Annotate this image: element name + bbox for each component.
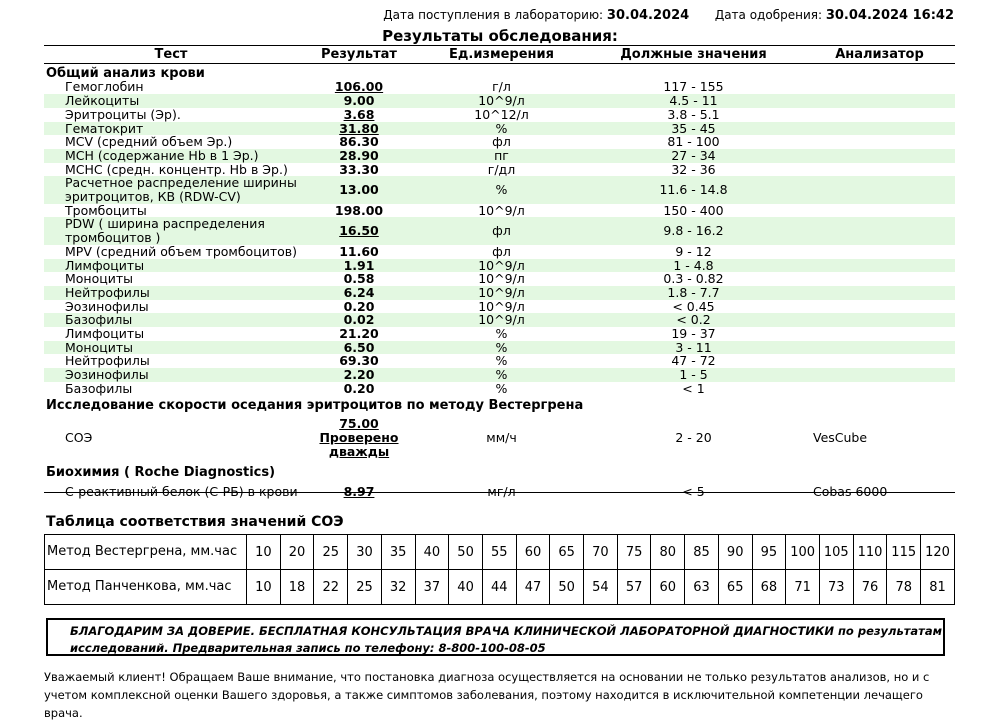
- reference-range: 11.6 - 14.8: [583, 176, 804, 203]
- test-name: Эозинофилы: [44, 368, 298, 382]
- test-name: Лимфоциты: [65, 326, 145, 342]
- analyzer: [804, 80, 955, 94]
- value-text: 2.20: [343, 367, 375, 383]
- result-row: [44, 272, 955, 286]
- method-label: Метод Вестергрена, мм.час: [45, 535, 247, 570]
- approved-date-value: 30.04.2024 16:42: [825, 8, 954, 23]
- test-name: Эритроциты (Эр).: [65, 106, 181, 122]
- column-header-unit: Ед.измерения: [420, 46, 583, 64]
- flagged-value: 8.97: [343, 484, 375, 500]
- result-row: [44, 217, 955, 244]
- reference-range: 35 - 45: [583, 122, 804, 136]
- analyzer: [804, 135, 955, 149]
- result-value: [298, 259, 420, 273]
- analyzer: [804, 300, 955, 314]
- soe-value: 25: [314, 535, 348, 570]
- soe-value: 100: [786, 535, 820, 570]
- value-text: 0.58: [343, 271, 375, 287]
- unit: 10^9/л: [420, 286, 583, 300]
- analyzer: Cobas 6000: [813, 484, 888, 500]
- reference-range: 1 - 4.8: [583, 259, 804, 273]
- soe-value: 71: [786, 570, 820, 605]
- result-row: [44, 94, 955, 108]
- approved-date-label: Дата одобрения:: [714, 8, 823, 22]
- reference-range: < 0.2: [583, 313, 804, 327]
- reference-range: 47 - 72: [671, 353, 716, 369]
- reference-range: < 0.45: [672, 298, 715, 314]
- test-name: Эозинофилы: [65, 298, 149, 314]
- soe-value: 57: [617, 570, 651, 605]
- unit: 10^9/л: [420, 259, 583, 273]
- test-name: Расчетное распределение ширины эритроцитов, КВ (RDW-CV): [44, 176, 298, 203]
- result-value: [298, 354, 420, 368]
- soe-value: 25: [348, 570, 382, 605]
- analyzer: [804, 327, 955, 341]
- result-value: [298, 300, 420, 314]
- value-text: 9.00: [343, 93, 375, 109]
- value-text: 21.20: [339, 326, 379, 342]
- soe-conversion-table: [44, 534, 955, 605]
- panchenkov-row: [45, 570, 955, 605]
- result-value: [298, 217, 420, 244]
- analyzer: [804, 313, 955, 327]
- soe-value: 60: [516, 535, 550, 570]
- analyzer: [804, 204, 955, 218]
- column-header-test: Тест: [44, 46, 298, 64]
- section-title: Исследование скорости оседания эритроцитов по методу Вестергрена: [46, 397, 584, 413]
- soe-value: 44: [482, 570, 516, 605]
- result-row: [44, 412, 955, 463]
- test-name: MCV (средний объем Эр.): [65, 134, 233, 150]
- unit: мг/л: [487, 484, 516, 500]
- result-row: [44, 300, 955, 314]
- soe-value: 120: [921, 535, 955, 570]
- soe-value: 115: [887, 535, 921, 570]
- unit: г/дл: [487, 161, 516, 177]
- result-value: [298, 204, 420, 218]
- result-row: [44, 313, 955, 327]
- soe-value: 76: [853, 570, 887, 605]
- soe-value: 54: [584, 570, 618, 605]
- flagged-value: 106.00: [334, 79, 384, 95]
- value-text: 11.60: [339, 243, 379, 259]
- result-value: [298, 163, 420, 177]
- test-name: Гемоглобин: [65, 79, 144, 95]
- soe-value: 68: [752, 570, 786, 605]
- test-name: Гематокрит: [44, 122, 298, 136]
- value-text: 0.02: [343, 312, 375, 328]
- reference-range: 3.8 - 5.1: [667, 106, 720, 122]
- result-row: [44, 341, 955, 355]
- flagged-value: 75.00 Проверено дважды: [319, 416, 399, 459]
- reference-range: 0.3 - 0.82: [663, 271, 724, 287]
- analyzer: [804, 217, 955, 244]
- result-value: [298, 412, 420, 463]
- test-name: СОЭ: [65, 429, 93, 445]
- section-title: Общий анализ крови: [46, 65, 205, 81]
- result-row: [44, 108, 955, 122]
- test-name: PDW ( ширина распределения тромбоцитов ): [44, 217, 298, 244]
- test-name: MPV (средний объем тромбоцитов): [65, 243, 297, 259]
- soe-value: 40: [449, 570, 483, 605]
- unit: %: [420, 341, 583, 355]
- reference-range: < 1: [682, 380, 705, 396]
- result-value: [298, 382, 420, 396]
- value-text: 86.30: [339, 134, 379, 150]
- soe-value: 10: [247, 535, 281, 570]
- soe-value: 63: [685, 570, 719, 605]
- result-value: [298, 122, 420, 136]
- soe-value: 65: [718, 570, 752, 605]
- result-value: [298, 341, 420, 355]
- reference-range: 117 - 155: [663, 79, 724, 95]
- reference-range: 3 - 11: [583, 341, 804, 355]
- result-value: [298, 313, 420, 327]
- result-row: [44, 80, 955, 94]
- column-header-result: Результат: [298, 46, 420, 64]
- soe-value: 85: [685, 535, 719, 570]
- result-row: [44, 382, 955, 396]
- value-text: 28.90: [339, 147, 379, 163]
- westergren-row: [45, 535, 955, 570]
- result-row: [44, 149, 955, 163]
- soe-value: 18: [280, 570, 314, 605]
- unit: пг: [420, 149, 583, 163]
- unit: 10^9/л: [420, 94, 583, 108]
- test-name: Базофилы: [65, 380, 133, 396]
- soe-value: 81: [921, 570, 955, 605]
- value-text: 33.30: [339, 161, 379, 177]
- unit: %: [420, 176, 583, 203]
- result-value: [298, 286, 420, 300]
- reference-range: < 5: [682, 484, 705, 500]
- reference-range: 1 - 5: [583, 368, 804, 382]
- test-name: С-реактивный белок (С-РБ) в крови: [65, 484, 298, 500]
- test-name: MCHC (средн. концентр. Hb в Эр.): [65, 161, 288, 177]
- analyzer: [804, 382, 955, 396]
- analyzer: [804, 176, 955, 203]
- unit: %: [495, 353, 508, 369]
- unit: фл: [492, 134, 511, 150]
- received-date-label: Дата поступления в лабораторию:: [383, 8, 604, 22]
- result-value: [298, 149, 420, 163]
- reference-range: 81 - 100: [667, 134, 720, 150]
- consultation-notice: БЛАГОДАРИМ ЗА ДОВЕРИЕ. БЕСПЛАТНАЯ КОНСУЛЬТАЦИЯ ВРАЧА КЛИНИЧЕСКОЙ ЛАБОРАТОРНОЙ ДИАГНОСТИКИ по результатам исследований. Предварительная запись по телефону: 8-800-100-08-05: [46, 618, 945, 656]
- analyzer: [804, 108, 955, 122]
- value-text: 6.24: [343, 284, 375, 300]
- reference-range: 9 - 12: [675, 243, 712, 259]
- result-value: [298, 245, 420, 259]
- result-row: [44, 176, 955, 203]
- result-row: [44, 135, 955, 149]
- result-value: [298, 94, 420, 108]
- result-row: [44, 327, 955, 341]
- results-table: [44, 45, 955, 504]
- analyzer: [804, 354, 955, 368]
- report-title: Результаты обследования:: [382, 27, 618, 45]
- test-name: Моноциты: [65, 271, 134, 287]
- soe-value: 70: [584, 535, 618, 570]
- unit: %: [495, 326, 508, 342]
- unit: мм/ч: [486, 429, 517, 445]
- soe-value: 75: [617, 535, 651, 570]
- reference-range: 150 - 400: [663, 202, 724, 218]
- results-end-divider: [44, 492, 955, 493]
- soe-value: 35: [381, 535, 415, 570]
- soe-value: 105: [819, 535, 853, 570]
- column-header-analyzer: Анализатор: [804, 46, 955, 64]
- soe-value: 22: [314, 570, 348, 605]
- soe-value: 80: [651, 535, 685, 570]
- soe-value: 65: [550, 535, 584, 570]
- result-row: [44, 354, 955, 368]
- test-name: Лимфоциты: [44, 259, 298, 273]
- result-value: [298, 272, 420, 286]
- unit: фл: [492, 243, 511, 259]
- result-row: [44, 163, 955, 177]
- value-text: 1.91: [343, 257, 375, 273]
- result-row: [44, 122, 955, 136]
- analyzer: [804, 122, 955, 136]
- result-row: [44, 204, 955, 218]
- soe-value: 20: [280, 535, 314, 570]
- test-name: Нейтрофилы: [44, 286, 298, 300]
- result-value: [298, 176, 420, 203]
- soe-value: 40: [415, 535, 449, 570]
- unit: 10^9/л: [478, 298, 525, 314]
- section-header: [44, 463, 955, 480]
- reference-range: 9.8 - 16.2: [583, 217, 804, 244]
- result-value: [298, 108, 420, 122]
- column-header-reference: Должные значения: [583, 46, 804, 64]
- unit: 10^12/л: [474, 106, 529, 122]
- analyzer: [804, 272, 955, 286]
- soe-value: 30: [348, 535, 382, 570]
- unit: %: [420, 368, 583, 382]
- value-text: 13.00: [339, 182, 379, 198]
- analyzer: [804, 163, 955, 177]
- report-dates: [383, 8, 954, 23]
- result-row: [44, 259, 955, 273]
- results-header-row: [44, 46, 955, 64]
- flagged-value: 31.80: [339, 120, 379, 136]
- analyzer: [804, 245, 955, 259]
- flagged-value: 16.50: [339, 223, 379, 239]
- test-name: Тромбоциты: [65, 202, 147, 218]
- result-value: [298, 80, 420, 94]
- section-title: Биохимия ( Roche Diagnostics): [46, 465, 276, 481]
- soe-value: 32: [381, 570, 415, 605]
- soe-value: 73: [819, 570, 853, 605]
- value-text: 0.20: [343, 380, 375, 396]
- analyzer: [804, 259, 955, 273]
- soe-value: 50: [550, 570, 584, 605]
- reference-range: 4.5 - 11: [583, 94, 804, 108]
- unit: 10^9/л: [478, 202, 525, 218]
- section-header: [44, 396, 955, 413]
- reference-range: 32 - 36: [671, 161, 716, 177]
- unit: %: [420, 122, 583, 136]
- unit: г/л: [492, 79, 511, 95]
- unit: 10^9/л: [420, 313, 583, 327]
- analyzer: VesCube: [813, 429, 868, 445]
- value-text: 69.30: [339, 353, 379, 369]
- soe-value: 95: [752, 535, 786, 570]
- unit: 10^9/л: [478, 271, 525, 287]
- flagged-value: 3.68: [343, 106, 375, 122]
- soe-value: 55: [482, 535, 516, 570]
- test-name: Нейтрофилы: [65, 353, 150, 369]
- reference-range: 2 - 20: [675, 429, 712, 445]
- soe-value: 37: [415, 570, 449, 605]
- result-row: [44, 286, 955, 300]
- result-value: [298, 327, 420, 341]
- analyzer: [804, 341, 955, 355]
- analyzer: [804, 286, 955, 300]
- value-text: 6.50: [343, 339, 375, 355]
- analyzer: [804, 149, 955, 163]
- result-row: [44, 245, 955, 259]
- method-label: Метод Панченкова, мм.час: [45, 570, 247, 605]
- value-text: 198.00: [334, 202, 384, 218]
- analyzer: [804, 94, 955, 108]
- value-text: 0.20: [343, 298, 375, 314]
- received-date-value: 30.04.2024: [606, 8, 690, 23]
- test-name: Моноциты: [44, 341, 298, 355]
- soe-value: 60: [651, 570, 685, 605]
- results-body: [44, 63, 955, 504]
- unit: фл: [420, 217, 583, 244]
- reference-range: 27 - 34: [583, 149, 804, 163]
- soe-value: 50: [449, 535, 483, 570]
- soe-table-title: Таблица соответствия значений СОЭ: [46, 514, 344, 530]
- test-name: Лейкоциты: [44, 94, 298, 108]
- soe-value: 110: [853, 535, 887, 570]
- test-name: Базофилы: [44, 313, 298, 327]
- section-header: [44, 63, 955, 80]
- unit: %: [495, 380, 508, 396]
- test-name: MCH (содержание Hb в 1 Эр.): [44, 149, 298, 163]
- soe-value: 90: [718, 535, 752, 570]
- reference-range: 19 - 37: [671, 326, 716, 342]
- result-value: [298, 368, 420, 382]
- analyzer: [804, 368, 955, 382]
- soe-value: 47: [516, 570, 550, 605]
- result-row: [44, 368, 955, 382]
- soe-value: 10: [247, 570, 281, 605]
- soe-value: 78: [887, 570, 921, 605]
- result-value: [298, 135, 420, 149]
- reference-range: 1.8 - 7.7: [583, 286, 804, 300]
- footer-disclaimer: Уважаемый клиент! Обращаем Ваше внимание, что постановка диагноза осуществляется на основании не только результатов анализов, но и с учетом комплексной оценки Вашего здоровья, а также симптомов заболевания, поэтому находится в исключительной компетенции лечащего врача.: [44, 670, 930, 720]
